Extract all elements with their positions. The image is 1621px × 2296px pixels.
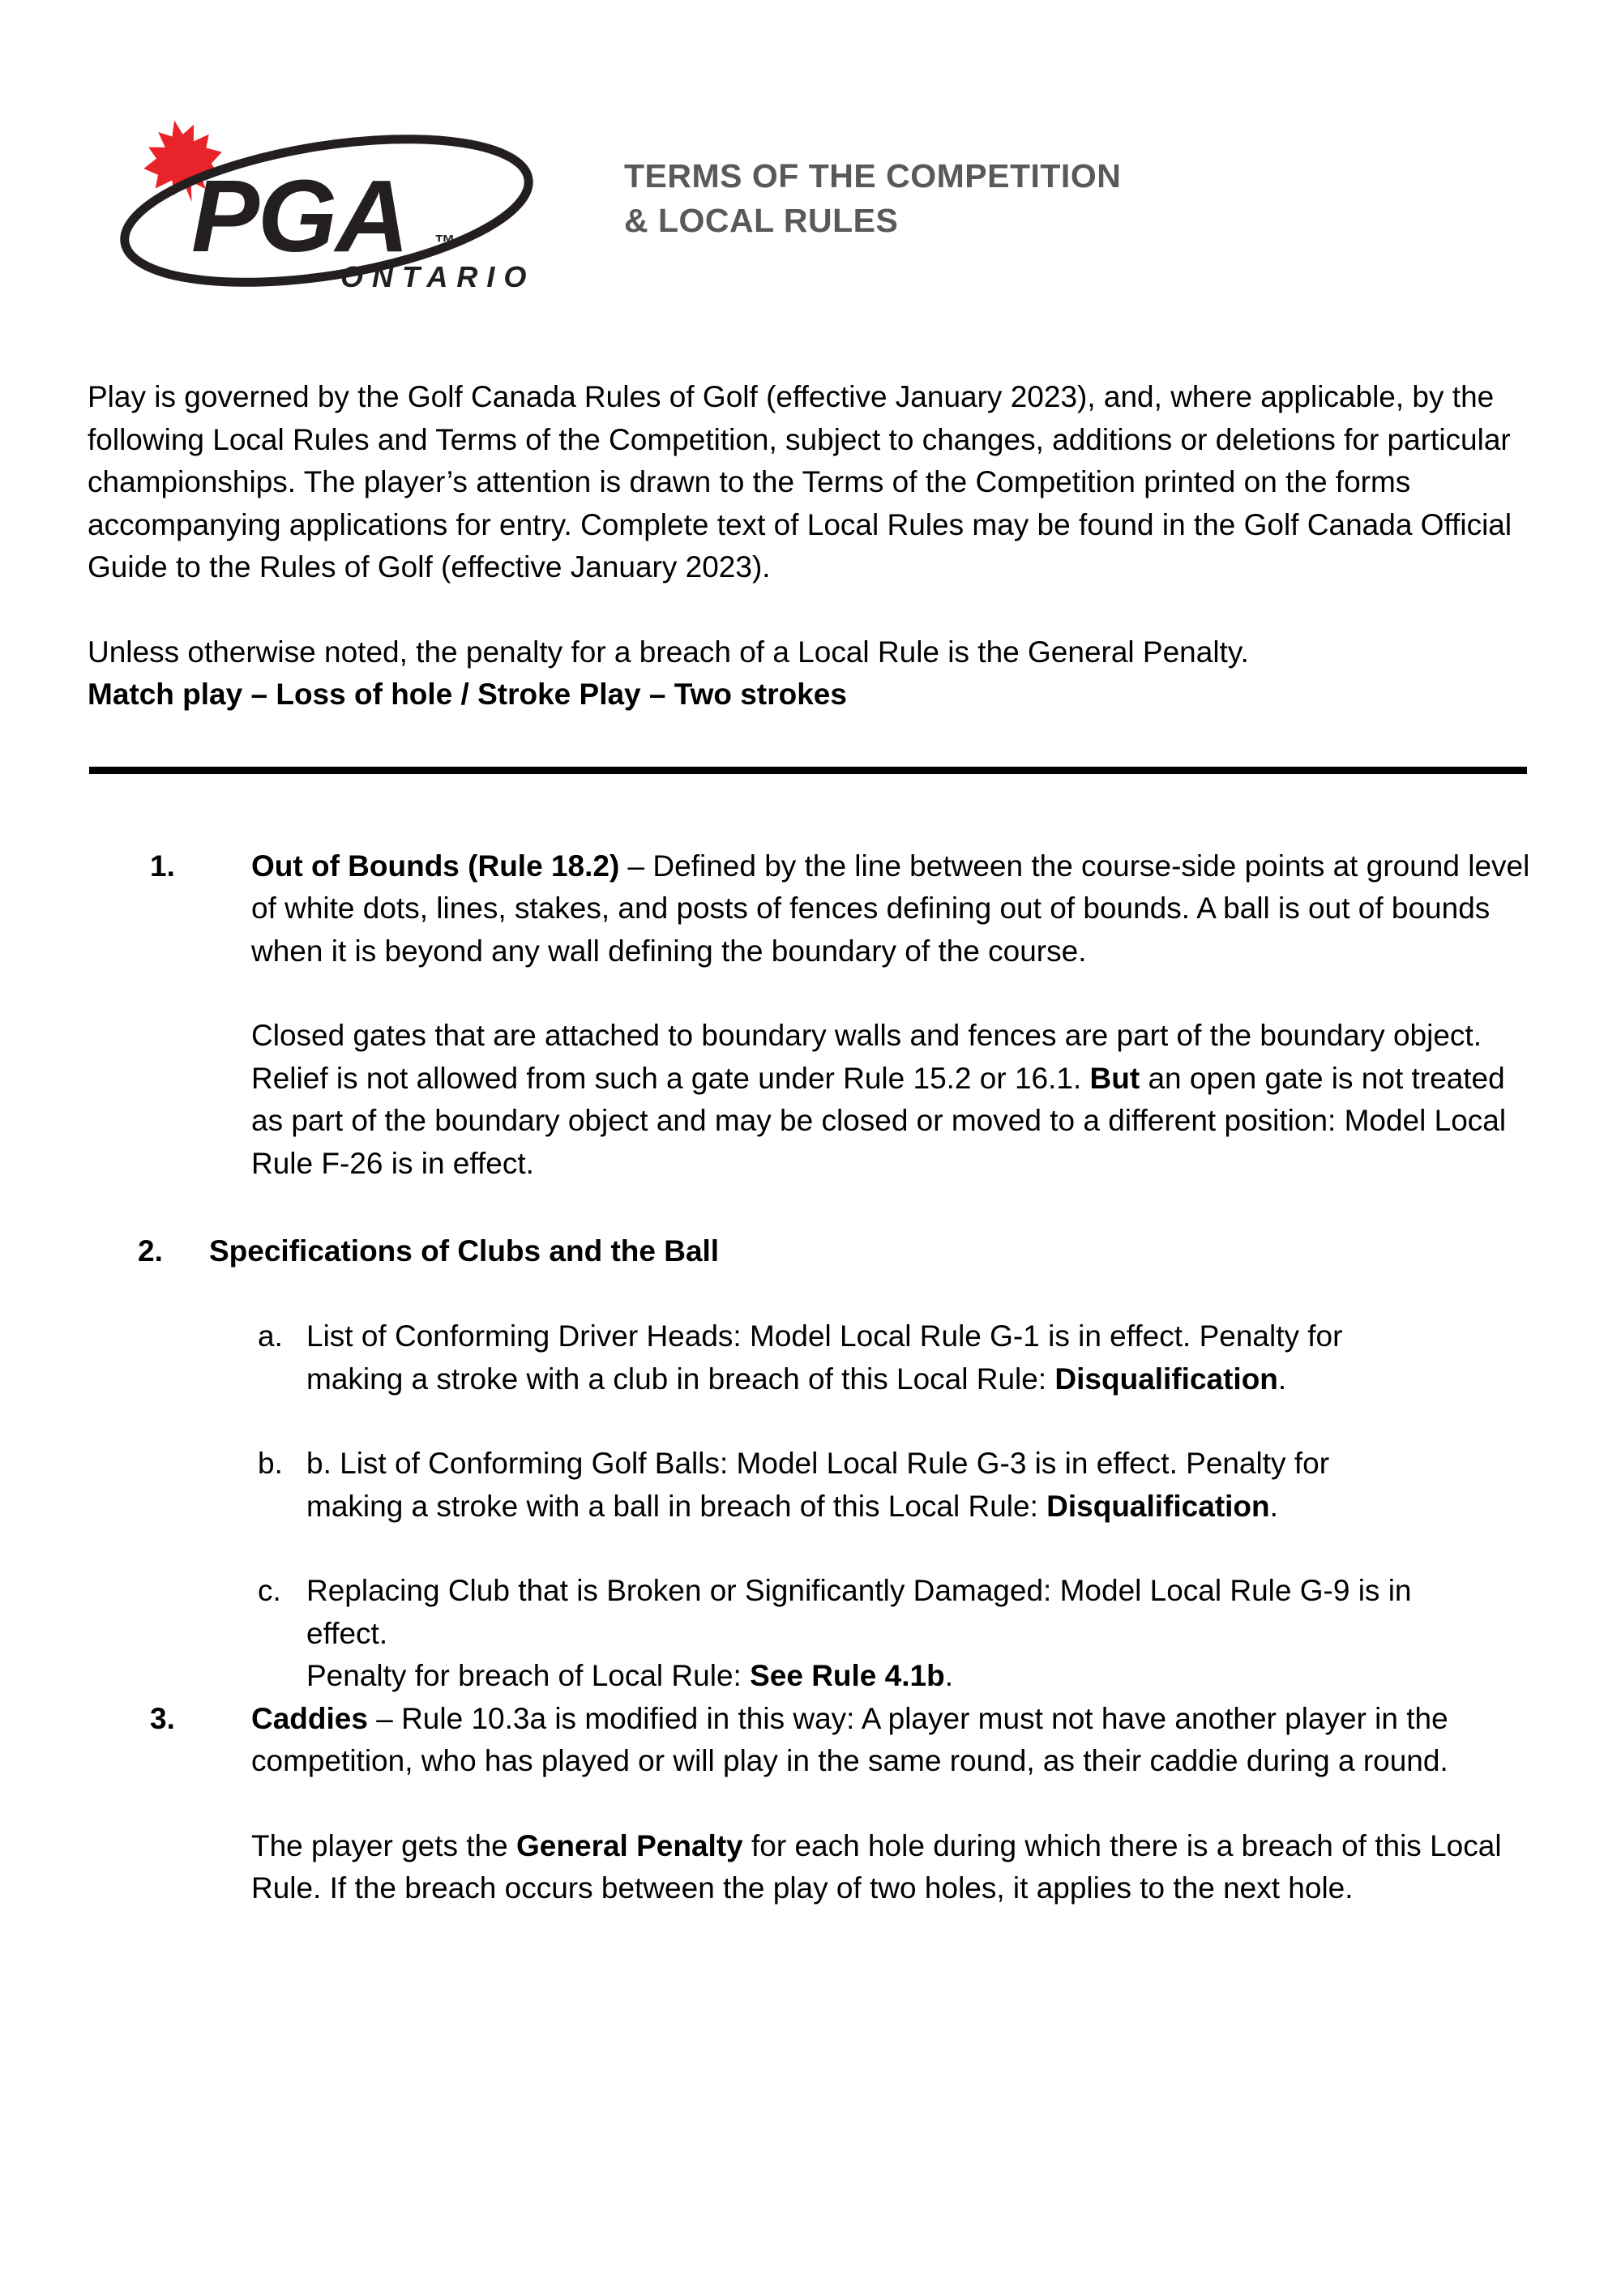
rule3-title: Caddies	[251, 1701, 368, 1735]
rule-item-specifications-heading	[88, 1230, 1532, 1273]
rule2b-bold: Disqualification	[1046, 1489, 1270, 1523]
rule3-p2-bold: General Penalty	[516, 1828, 743, 1862]
rule3-p2-pre: The player gets the	[251, 1828, 517, 1862]
rule1-paragraph-1	[251, 845, 1532, 973]
section-divider	[89, 767, 1527, 774]
rule3-p2-post: for each hole during which there is a breach of this Local Rule. If the breach occurs between the play of two holes, it applies to the next hole.	[251, 1828, 1502, 1905]
rule2-title: Specifications of Clubs and the Ball	[209, 1234, 720, 1268]
rule-number: 2.	[138, 1234, 163, 1268]
rule2c-line2-bold: See Rule 4.1b	[750, 1659, 945, 1693]
subitem-letter: b.	[258, 1447, 283, 1481]
rule2b-text: b. List of Conforming Golf Balls: Model Local Rule G-3 is in effect. Penalty for making a stroke with a ball in breach of this Local Rule:	[306, 1447, 1330, 1523]
page-title	[624, 154, 1121, 244]
rule-item-caddies	[88, 1698, 1532, 1910]
subitem-letter: a.	[258, 1319, 283, 1353]
rule2a-text: List of Conforming Driver Heads: Model Local Rule G-1 is in effect. Penalty for making a stroke with a club in breach of this Local Rule:	[306, 1319, 1343, 1396]
intro-paragraph-governing	[88, 376, 1532, 589]
rule1-body-text: – Defined by the line between the course-side points at ground level of white dots, lines, stakes, and posts of fences defining out of bounds. A ball is out of bounds when it is beyond any wall defining the boundary of the course.	[251, 849, 1530, 968]
rule-number: 3.	[150, 1701, 175, 1735]
rule-body	[251, 845, 1532, 1186]
rule-body	[251, 1698, 1532, 1910]
rule3-paragraph-1	[251, 1698, 1532, 1783]
rule2c-line2-pre: Penalty for breach of Local Rule:	[306, 1659, 751, 1693]
subitem-letter: c.	[258, 1574, 281, 1608]
document-header	[88, 0, 1532, 305]
pga-ontario-logo-graphic	[88, 112, 541, 305]
local-rules-list	[88, 845, 1532, 1910]
rule2c-line1: Replacing Club that is Broken or Significantly Damaged: Model Local Rule G-9 is in effect.	[306, 1574, 1412, 1650]
page-title-line1: TERMS OF THE COMPETITION	[624, 157, 1122, 195]
rule3-paragraph-2	[251, 1825, 1532, 1910]
subitem-body	[306, 1315, 1425, 1400]
logo-region-text: ONTARIO	[340, 260, 536, 293]
rule-body	[209, 1230, 1532, 1273]
rule1-p2-bold: But	[1089, 1061, 1140, 1095]
logo-trademark-symbol: ™	[434, 230, 456, 254]
rule1-p2-pre: Closed gates that are attached to boundary walls and fences are part of the boundary object. Relief is not allowed from such a gate under Rule 15.2 or 16.1.	[251, 1019, 1482, 1095]
rule2-subitem-b	[258, 1443, 1425, 1528]
rule2-subitem-a	[258, 1315, 1425, 1400]
rule1-p2-post: an open gate is not treated as part of the boundary object and may be closed or moved to a different position: Model Local Rule F-26 is in effect.	[251, 1061, 1507, 1180]
rule-number: 1.	[150, 849, 175, 883]
rule2c-line2-period: .	[944, 1659, 953, 1693]
rule1-title: Out of Bounds (Rule 18.2)	[251, 849, 620, 883]
penalty-statement-text: Unless otherwise noted, the penalty for a breach of a Local Rule is the General Penalty.	[88, 635, 1249, 669]
penalty-statement-bold: Match play – Loss of hole / Stroke Play – Two strokes	[88, 678, 847, 712]
rule3-body-text: – Rule 10.3a is modified in this way: A player must not have another player in the competition, who has played or will play in the same round, as their caddie during a round.	[251, 1701, 1448, 1778]
intro-paragraph-governing-text: Play is governed by the Golf Canada Rules of Golf (effective January 2023), and, where applicable, by the following Local Rules and Terms of the Competition, subject to changes, additions or deletions for particular championships. The player’s attention is drawn to the Terms of the Competition printed on the forms accompanying applications for entry. Complete text of Local Rules may be found in the Golf Canada Official Guide to the Rules of Golf (effective January 2023).	[88, 380, 1512, 584]
rule-item-out-of-bounds	[88, 845, 1532, 1186]
intro-paragraph-penalty	[88, 631, 1532, 716]
pga-ontario-logo	[88, 112, 541, 305]
rule2a-period: .	[1277, 1362, 1287, 1396]
subitem-body	[306, 1443, 1425, 1528]
rule2b-period: .	[1269, 1489, 1278, 1523]
logo-brand-text: PGA	[191, 159, 408, 273]
page-title-line2: & LOCAL RULES	[624, 202, 899, 240]
rule1-paragraph-2	[251, 1015, 1532, 1185]
rule2a-bold: Disqualification	[1054, 1362, 1278, 1396]
subitem-body	[306, 1570, 1425, 1698]
rule2-subitem-c	[258, 1570, 1425, 1698]
